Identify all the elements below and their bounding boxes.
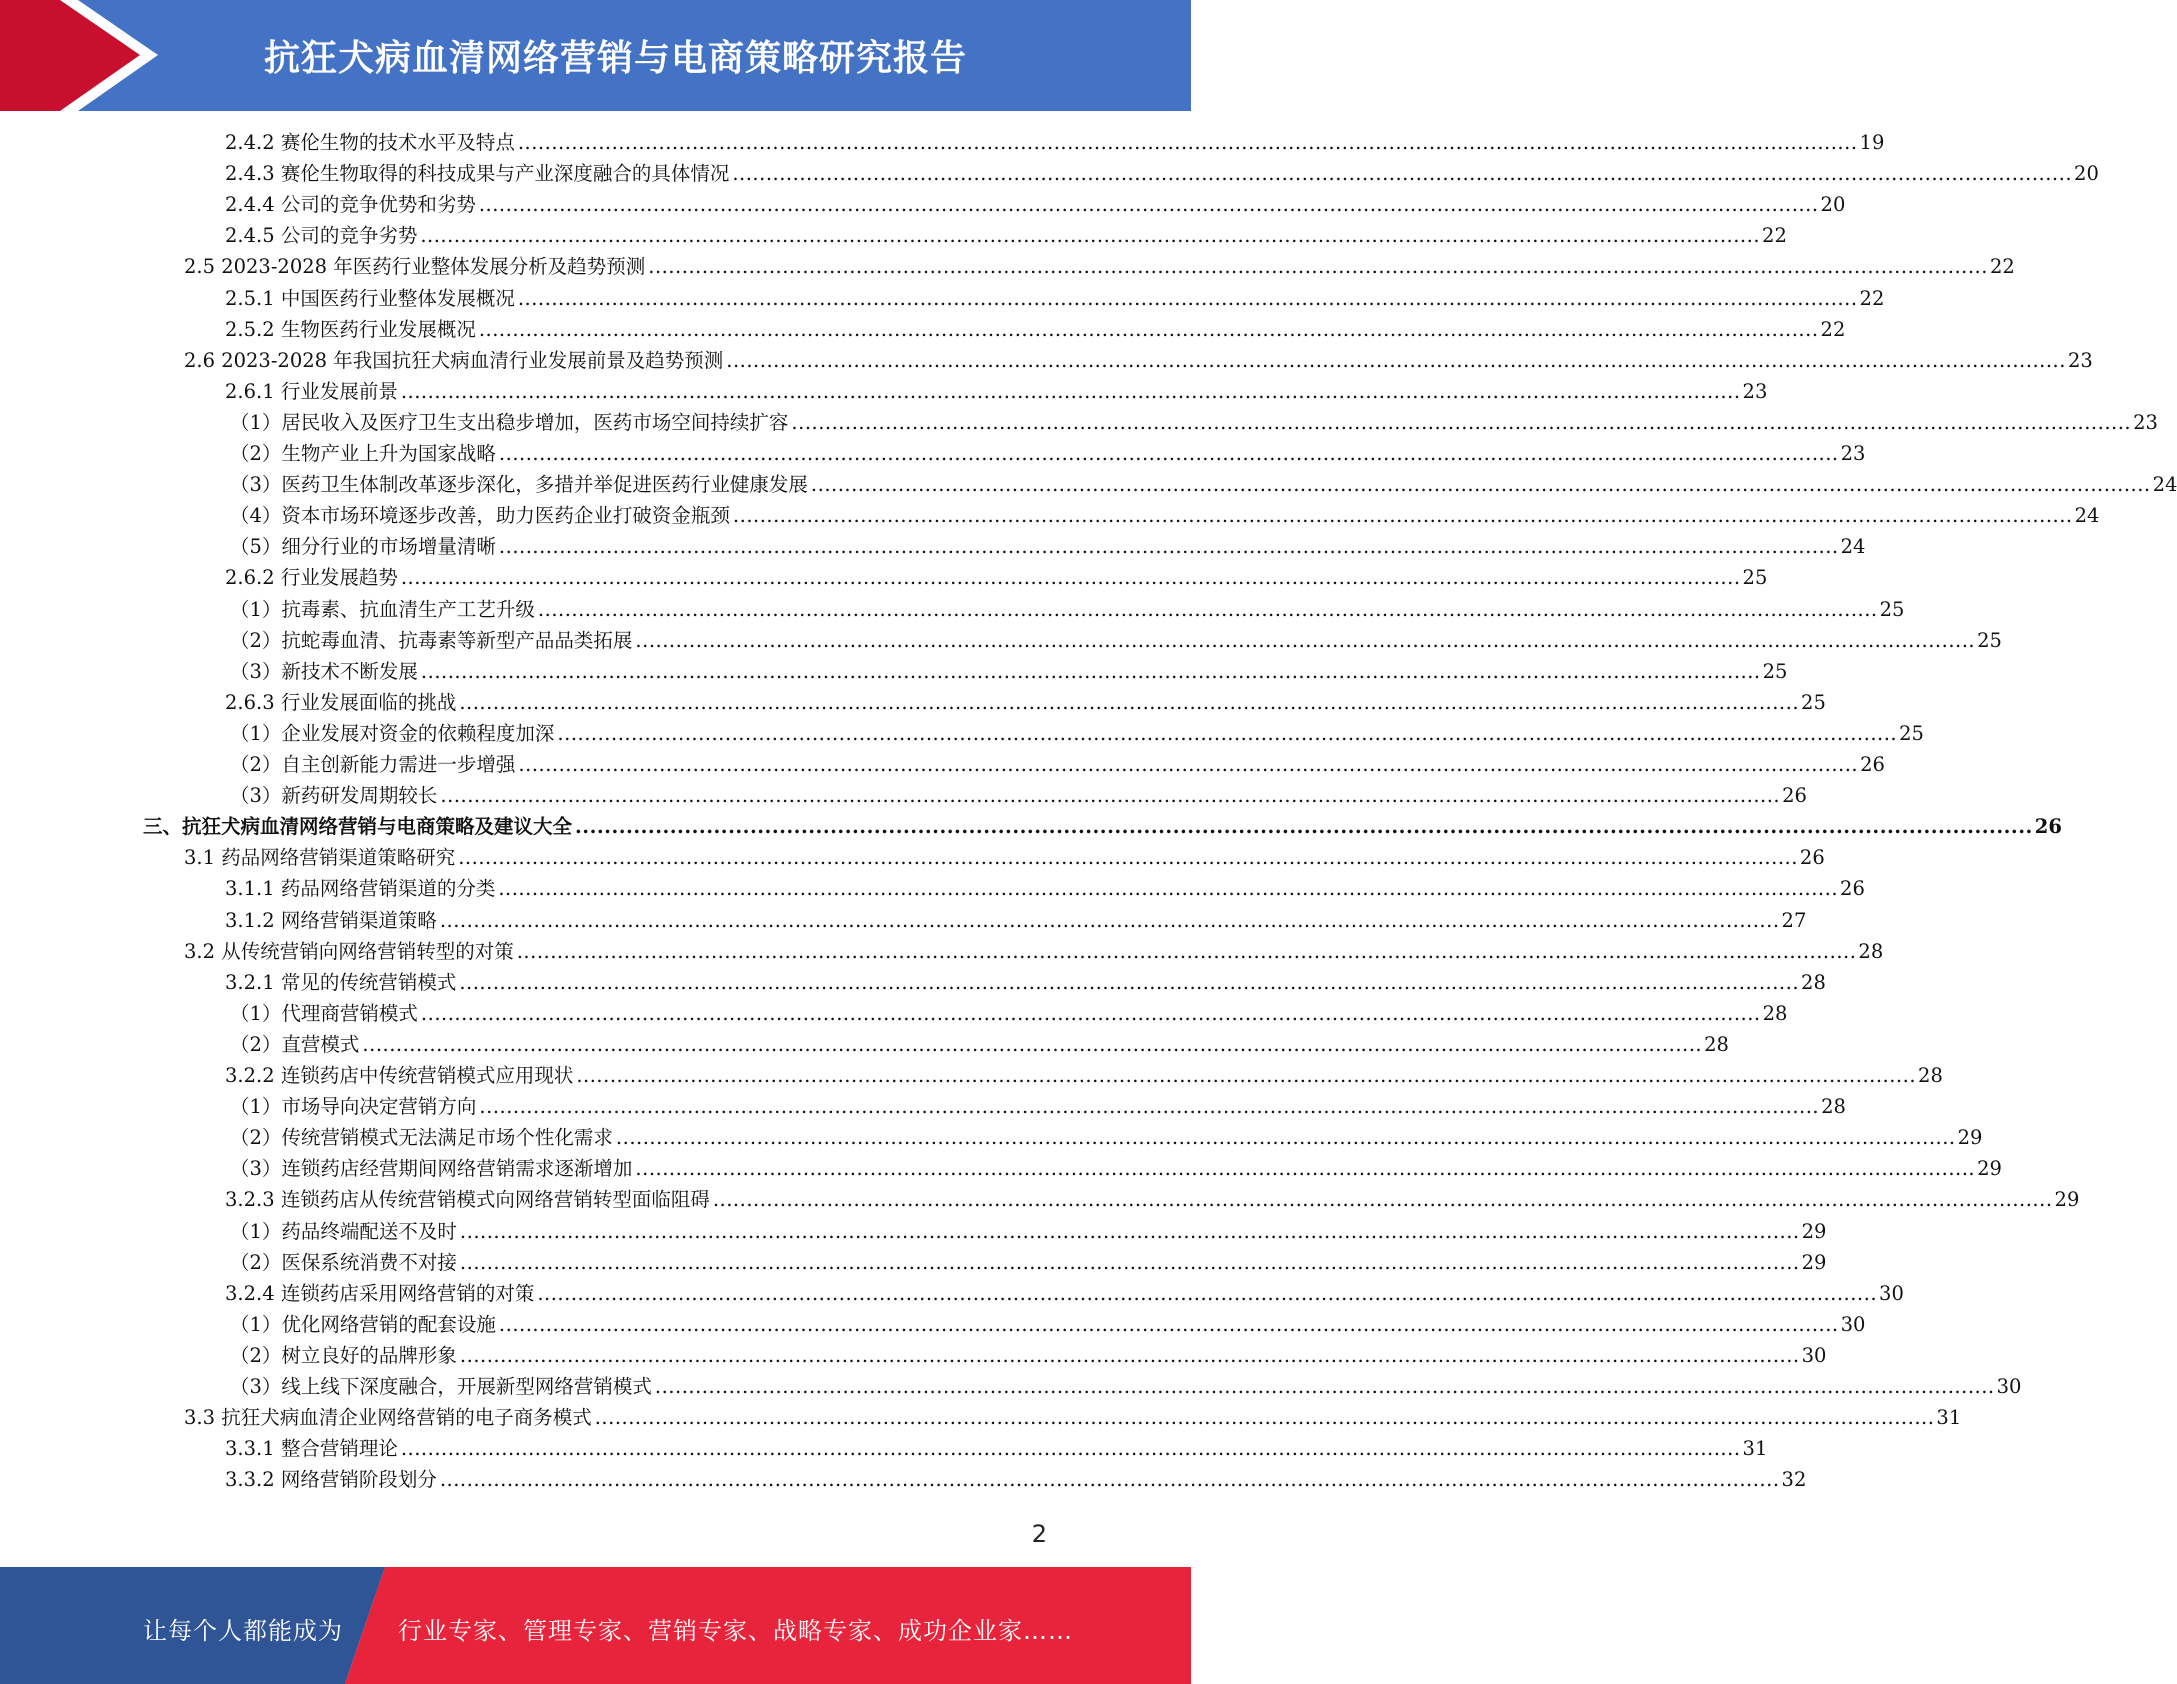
toc-entry-page: 28 [1858,939,1884,963]
toc-entry-page: 22 [1859,286,1885,310]
toc-leader-dots: ........................................................................................................................................................................................................ [517,131,1858,154]
report-title: 抗狂犬病血清网络营销与电商策略研究报告 [263,38,967,79]
toc-entry[interactable] [225,283,1885,314]
toc-entry-title: （1）企业发展对资金的依赖程度加深 [230,721,555,745]
toc-leader-dots: ........................................................................................................................................................................................................ [400,1437,1741,1461]
toc-entry[interactable] [225,1464,1807,1495]
footer-band [0,1567,1191,1684]
toc-entry[interactable] [225,1278,1904,1309]
toc-entry-title: （3）新技术不断发展 [230,659,418,683]
toc-entry[interactable] [230,749,1885,780]
toc-entry-title: 3.1.1 药品网络营销渠道的分类 [225,877,496,901]
toc-entry-title: 2.4.4 公司的竞争优势和劣势 [225,193,476,217]
toc-entry-page: 19 [1859,131,1885,154]
toc-leader-dots: ........................................................................................................................................................................................................ [635,628,1976,652]
toc-entry[interactable] [225,314,1846,345]
toc-entry[interactable] [184,345,2093,376]
toc-entry-title: （3）线上线下深度融合，开展新型网络营销模式 [230,1375,652,1398]
toc-entry[interactable] [230,438,1866,469]
toc-entry[interactable] [230,1029,1729,1060]
toc-leader-dots: ........................................................................................................................................................................................................ [400,379,1741,403]
toc-entry-title: （1）市场导向决定营销方向 [230,1095,477,1119]
toc-entry-page: 30 [1996,1375,2022,1398]
toc-entry-page: 29 [1801,1250,1827,1274]
toc-entry-page: 23 [2133,410,2158,434]
toc-leader-dots: ........................................................................................................................................................................................................ [575,815,2033,839]
toc-entry-page: 26 [1860,753,1885,776]
toc-entry-page: 25 [1801,690,1826,714]
toc-entry-page: 24 [1840,535,1866,559]
toc-entry-title: （2）树立良好的品牌形象 [230,1343,457,1367]
toc-entry[interactable] [225,189,1846,220]
toc-entry-page: 31 [1742,1437,1768,1461]
toc-entry-title: 2.6 2023-2028 年我国抗狂犬病血清行业发展前景及趋势预测 [184,348,724,372]
toc-leader-dots: ........................................................................................................................................................................................................ [420,659,1761,683]
toc-entry-page: 31 [1936,1406,1962,1430]
toc-entry-page: 25 [1899,721,1924,745]
toc-entry[interactable] [230,1371,2022,1402]
toc-entry[interactable] [230,656,1788,687]
toc-leader-dots: ........................................................................................................................................................................................................ [576,1064,1917,1087]
toc-leader-dots: ........................................................................................................................................................................................................ [439,1468,1780,1492]
toc-entry-title: 3.2.4 连锁药店采用网络营销的对策 [225,1281,535,1305]
toc-leader-dots: ........................................................................................................................................................................................................ [516,939,1857,963]
toc-entry-page: 30 [1879,1281,1904,1305]
toc-entry-title: （1）药品终端配送不及时 [230,1219,457,1243]
toc-entry-page: 29 [1801,1219,1827,1243]
toc-entry[interactable] [230,469,2177,500]
toc-entry-title: 3.1.2 网络营销渠道策略 [225,908,437,932]
toc-entry[interactable] [225,158,2099,189]
toc-entry-title: （2）抗蛇毒血清、抗毒素等新型产品品类拓展 [230,628,633,652]
toc-entry-title: 3.3 抗狂犬病血清企业网络营销的电子商务模式 [184,1406,592,1430]
toc-entry[interactable] [225,1433,1768,1464]
toc-entry[interactable] [230,531,1866,562]
toc-leader-dots: ........................................................................................................................................................................................................ [498,442,1839,465]
toc-leader-dots: ........................................................................................................................................................................................................ [459,1250,1800,1274]
toc-entry-page: 29 [1957,1126,1983,1150]
toc-entry-title: （4）资本市场环境逐步改善，助力医药企业打破资金瓶颈 [230,504,730,528]
toc-leader-dots: ........................................................................................................................................................................................................ [498,1312,1839,1336]
toc-leader-dots: ........................................................................................................................................................................................................ [732,162,2073,186]
toc-entry-page: 28 [1821,1095,1846,1119]
toc-entry-title: （1）优化网络营销的配套设施 [230,1312,496,1336]
toc-entry-page: 25 [1879,597,1905,621]
toc-entry-page: 28 [1918,1064,1943,1087]
toc-entry-title: （2）自主创新能力需进一步增强 [230,753,516,776]
toc-entry-title: 2.5 2023-2028 年医药行业整体发展分析及趋势预测 [184,255,646,279]
toc-entry[interactable] [225,127,1885,158]
toc-entry[interactable] [230,780,1807,811]
toc-entry-page: 25 [1762,659,1788,683]
header-band [0,0,1191,111]
toc-entry-title: （2）直营模式 [230,1032,360,1056]
toc-entry-title: （3）连锁药店经营期间网络营销需求逐渐增加 [230,1157,633,1181]
toc-entry-page: 23 [1840,442,1866,465]
toc-entry-title: 3.1 药品网络营销渠道策略研究 [184,846,456,870]
toc-leader-dots: ........................................................................................................................................................................................................ [458,846,1798,870]
toc-leader-dots: ........................................................................................................................................................................................................ [635,1157,1976,1181]
toc-entry-page: 29 [1977,1157,2002,1181]
toc-entry[interactable] [143,811,2062,842]
toc-entry[interactable] [225,873,1865,904]
toc-entry-page: 26 [1840,877,1865,901]
toc-leader-dots: ........................................................................................................................................................................................................ [518,753,1859,776]
toc-entry-title: 三、抗狂犬病血清网络营销与电商策略及建议大全 [143,815,573,839]
toc-entry-page: 24 [2152,473,2177,497]
toc-entry-title: （2）传统营销模式无法满足市场个性化需求 [230,1126,613,1150]
toc-entry-title: 2.4.3 赛伦生物取得的科技成果与产业深度融合的具体情况 [225,162,730,186]
toc-leader-dots: ........................................................................................................................................................................................................ [712,1188,2053,1212]
toc-entry-title: 2.6.2 行业发展趋势 [225,566,398,590]
footer-slogan-right: 行业专家、管理专家、营销专家、战略专家、成功企业家…… [398,1617,1073,1645]
toc-entry-title: （3）新药研发周期较长 [230,784,438,808]
toc-entry-title: （1）居民收入及医疗卫生支出稳步增加，医药市场空间持续扩容 [230,410,789,434]
toc-entry-page: 23 [1742,379,1768,403]
toc-leader-dots: ........................................................................................................................................................................................................ [557,721,1898,745]
toc-entry-title: （1）代理商营销模式 [230,1001,418,1025]
toc-entry-title: 2.4.2 赛伦生物的技术水平及特点 [225,131,515,154]
toc-entry-page: 26 [1782,784,1807,808]
toc-entry-page: 30 [1801,1343,1827,1367]
toc-entry-page: 27 [1781,908,1807,932]
toc-entry-page: 22 [1762,224,1787,248]
toc-entry[interactable] [230,1216,1827,1247]
toc-entry-page: 29 [2054,1188,2080,1212]
toc-entry-page: 25 [1977,628,2002,652]
toc-entry-title: （1）抗毒素、抗血清生产工艺升级 [230,597,535,621]
toc-entry[interactable] [230,407,2158,438]
toc-leader-dots: ........................................................................................................................................................................................................ [732,504,2073,528]
toc-entry[interactable] [225,967,1826,998]
toc-entry[interactable] [225,905,1807,936]
toc-entry-title: 2.6.3 行业发展面临的挑战 [225,690,457,714]
toc-leader-dots: ........................................................................................................................................................................................................ [478,317,1819,341]
toc-entry-page: 20 [1820,193,1846,217]
toc-entry[interactable] [184,936,1884,967]
toc-entry-page: 28 [1704,1032,1729,1056]
toc-entry-page: 30 [1840,1312,1866,1336]
toc-entry-title: （2）医保系统消费不对接 [230,1250,457,1274]
toc-entry-title: 3.2.2 连锁药店中传统营销模式应用现状 [225,1064,574,1087]
toc-entry-title: 3.2 从传统营销向网络营销转型的对策 [184,939,514,963]
toc-leader-dots: ........................................................................................................................................................................................................ [400,566,1741,590]
toc-entry-title: （2）生物产业上升为国家战略 [230,442,496,465]
toc-leader-dots: ........................................................................................................................................................................................................ [615,1126,1956,1150]
toc-leader-dots: ........................................................................................................................................................................................................ [594,1406,1935,1430]
toc-entry-page: 32 [1781,1468,1807,1492]
toc-entry[interactable] [230,1247,1827,1278]
toc-entry[interactable] [230,998,1788,1029]
toc-entry-title: （3）医药卫生体制改革逐步深化，多措并举促进医药行业健康发展 [230,473,808,497]
toc-entry[interactable] [225,1184,2080,1215]
toc-entry-page: 26 [2034,815,2062,839]
toc-leader-dots: ........................................................................................................................................................................................................ [810,473,2151,497]
toc-entry-page: 24 [2074,504,2100,528]
toc-entry-page: 20 [2074,162,2099,186]
toc-leader-dots: ........................................................................................................................................................................................................ [420,224,1761,248]
toc-entry[interactable] [230,594,1905,625]
toc-entry-page: 28 [1801,970,1826,994]
toc-entry-page: 26 [1799,846,1825,870]
toc-leader-dots: ........................................................................................................................................................................................................ [498,877,1839,901]
footer-slogan-left: 让每个人都能成为 [143,1617,343,1645]
toc-entry[interactable] [184,251,2015,282]
toc-leader-dots: ........................................................................................................................................................................................................ [498,535,1839,559]
toc-entry[interactable] [230,1153,2002,1184]
toc-entry[interactable] [230,625,2002,656]
toc-entry[interactable] [230,1340,1827,1371]
toc-entry[interactable] [225,562,1768,593]
toc-entry-page: 28 [1762,1001,1788,1025]
toc-leader-dots: ........................................................................................................................................................................................................ [420,1001,1761,1025]
toc-entry-title: 2.4.5 公司的竞争劣势 [225,224,418,248]
toc-leader-dots: ........................................................................................................................................................................................................ [439,908,1780,932]
toc-leader-dots: ........................................................................................................................................................................................................ [537,597,1878,621]
toc-entry-title: 2.5.2 生物医药行业发展概况 [225,317,476,341]
toc-entry[interactable] [230,1309,1866,1340]
toc-entry-page: 22 [1820,317,1846,341]
toc-leader-dots: ........................................................................................................................................................................................................ [459,690,1800,714]
toc-leader-dots: ........................................................................................................................................................................................................ [440,784,1781,808]
toc-entry[interactable] [225,376,1768,407]
toc-entry[interactable] [230,500,2100,531]
toc-leader-dots: ........................................................................................................................................................................................................ [459,1219,1800,1243]
toc-leader-dots: ........................................................................................................................................................................................................ [459,1343,1800,1367]
toc-entry[interactable] [225,1060,1943,1091]
toc-entry[interactable] [230,1122,1983,1153]
toc-leader-dots: ........................................................................................................................................................................................................ [648,255,1988,279]
toc-entry-title: 3.2.1 常见的传统营销模式 [225,970,457,994]
toc-entry[interactable] [184,1402,1962,1433]
toc-entry-title: 3.3.2 网络营销阶段划分 [225,1468,437,1492]
chevron-arrow-icon [0,0,160,111]
toc-leader-dots: ........................................................................................................................................................................................................ [362,1032,1703,1056]
toc-leader-dots: ........................................................................................................................................................................................................ [517,286,1858,310]
toc-entry-page: 25 [1742,566,1768,590]
toc-leader-dots: ........................................................................................................................................................................................................ [479,1095,1820,1119]
toc-entry-title: 2.5.1 中国医药行业整体发展概况 [225,286,515,310]
toc-entry-title: 2.6.1 行业发展前景 [225,379,398,403]
toc-entry-title: （5）细分行业的市场增量清晰 [230,535,496,559]
toc-entry-page: 23 [2067,348,2093,372]
toc-entry[interactable] [230,1091,1846,1122]
toc-entry-title: 3.2.3 连锁药店从传统营销模式向网络营销转型面临阻碍 [225,1188,710,1212]
toc-entry-title: 3.3.1 整合营销理论 [225,1437,398,1461]
toc-leader-dots: ........................................................................................................................................................................................................ [459,970,1800,994]
toc-entry-page: 22 [1989,255,2015,279]
toc-entry[interactable] [225,687,1826,718]
toc-leader-dots: ........................................................................................................................................................................................................ [791,410,2132,434]
toc-leader-dots: ........................................................................................................................................................................................................ [478,193,1819,217]
page-number: 2 [1031,1520,1047,1548]
toc-leader-dots: ........................................................................................................................................................................................................ [726,348,2066,372]
toc-leader-dots: ........................................................................................................................................................................................................ [654,1375,1995,1398]
toc-entry[interactable] [230,718,1924,749]
toc-entry[interactable] [184,842,1825,873]
toc-leader-dots: ........................................................................................................................................................................................................ [537,1281,1878,1305]
toc-entry[interactable] [225,220,1787,251]
